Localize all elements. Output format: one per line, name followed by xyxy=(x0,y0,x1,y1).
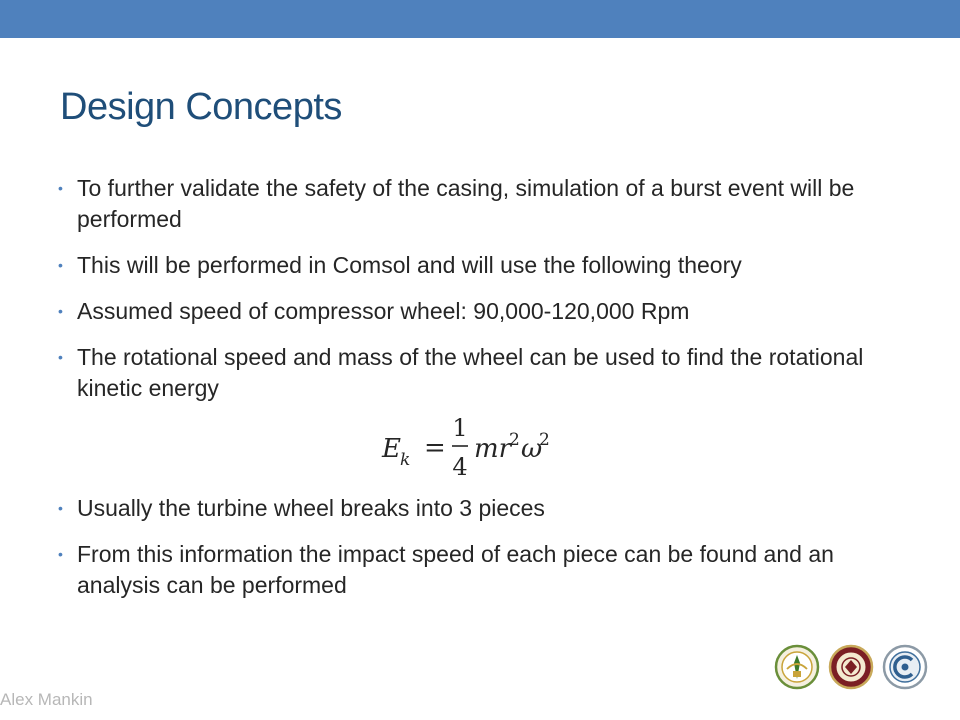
formula-rhs: mr xyxy=(474,434,512,464)
bullet-item xyxy=(58,173,908,235)
footer-author: Alex Mankin xyxy=(0,690,93,709)
formula-equals: = xyxy=(424,433,446,463)
bullet-text: To further validate the safety of the casing, simulation of a burst event will be performed xyxy=(77,175,855,232)
bullet-icon: • xyxy=(58,303,63,319)
formula-rhs-exponent-1: 2 xyxy=(509,430,520,450)
seal-logo-2-icon xyxy=(828,644,874,690)
bullet-text: Assumed speed of compressor wheel: 90,000-120,000 Rpm xyxy=(77,298,690,324)
bullet-text: This will be performed in Comsol and will use the following theory xyxy=(77,252,742,278)
bullet-text: Usually the turbine wheel breaks into 3 pieces xyxy=(77,495,545,521)
seal-logo-3-icon xyxy=(882,644,928,690)
bullet-icon: • xyxy=(58,546,63,562)
bullet-text: From this information the impact speed of each piece can be found and an analysis can be performed xyxy=(77,541,834,598)
bullet-item xyxy=(58,250,908,281)
bullet-icon: • xyxy=(58,180,63,196)
formula-graphic xyxy=(58,408,908,488)
bullet-icon: • xyxy=(58,257,63,273)
bullet-item xyxy=(58,493,908,524)
formula-denominator: 4 xyxy=(452,453,468,481)
bullet-item xyxy=(58,296,908,327)
formula-rhs-exponent-2: 2 xyxy=(539,430,550,450)
kinetic-energy-formula xyxy=(58,408,908,488)
bullet-item xyxy=(58,539,908,601)
formula-numerator: 1 xyxy=(452,414,468,442)
slide-title: Design Concepts xyxy=(60,86,342,128)
logo-group xyxy=(774,644,930,696)
formula-rhs-omega: ω xyxy=(521,434,543,464)
bullet-icon: • xyxy=(58,349,63,365)
bullet-text: The rotational speed and mass of the wheel can be used to find the rotational kinetic energy xyxy=(77,344,864,401)
seal-logo-1-icon xyxy=(774,644,820,690)
formula-lhs-subscript: k xyxy=(400,450,411,470)
top-accent-bar xyxy=(0,0,960,38)
bullet-item xyxy=(58,342,908,404)
formula-lhs: E xyxy=(382,434,401,464)
bullet-list xyxy=(58,173,908,616)
bullet-icon: • xyxy=(58,500,63,516)
